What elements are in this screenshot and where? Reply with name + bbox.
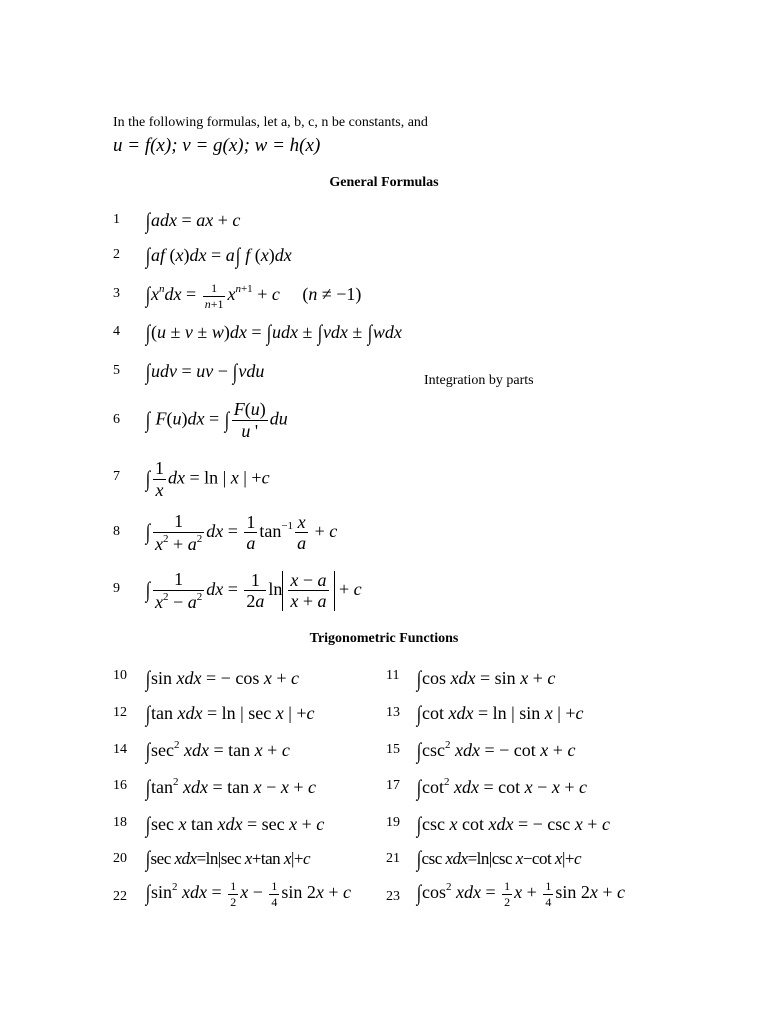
formula-19: ∫csc x cot xdx = − csc x + c <box>416 812 610 837</box>
formula-number: 11 <box>386 668 400 683</box>
general-formulas-heading: General Formulas <box>329 175 439 190</box>
formula-number: 18 <box>113 815 127 830</box>
formula-23: $\int\cos^2$ xdx = $\frac{1}{2}$ x + $\frac{1}{4}$ sin 2x + c <box>416 879 625 909</box>
formula-21: ∫csc xdx=ln|csc x−cot x|+c <box>416 846 582 871</box>
formula-number: 22 <box>113 889 127 904</box>
formula-number: 10 <box>113 668 127 683</box>
formula-number: 23 <box>386 889 400 904</box>
formula-number: 17 <box>386 778 400 793</box>
formula-11: ∫cos xdx = sin x + c <box>416 666 556 691</box>
formula-number: 1 <box>113 212 120 227</box>
formula-number: 14 <box>113 742 127 757</box>
formula-number: 19 <box>386 815 400 830</box>
formula-number: 9 <box>113 581 120 596</box>
formula-10: ∫sin xdx = − cos x + c <box>145 666 299 691</box>
formula-number: 5 <box>113 363 120 378</box>
formula-number: 6 <box>113 412 120 427</box>
formula-number: 8 <box>113 524 120 539</box>
formula-9: ∫ $\frac{1}{x^2 - a^2}$ dx = $\frac{1}{2a}$ ln $\frac{x - a}{x + a}$ + c <box>145 569 362 612</box>
formula-6: ∫ F(u)dx = ∫ $\frac{F(u)}{u '}$ du <box>145 399 288 441</box>
formula-3: $\int x^ndx$ = $\frac{1}{n+1}$ $x^{n+1} + c$ (n ≠ −1) <box>145 281 362 311</box>
formula-number: 7 <box>113 469 120 484</box>
formula-13: ∫cot xdx = ln | sin x | +c <box>416 701 584 726</box>
formula-number: 3 <box>113 286 120 301</box>
formula-1: ∫adx = ax + c <box>145 208 241 233</box>
formula-14: $\int\sec^2$ xdx = tan x + c <box>145 738 290 763</box>
formula-15: $\int\csc^2$ xdx = − cot x + c <box>416 738 576 763</box>
formula-number: 20 <box>113 851 127 866</box>
formula-12: ∫tan xdx = ln | sec x | +c <box>145 701 315 726</box>
formula-number: 12 <box>113 705 127 720</box>
intro-text: In the following formulas, let a, b, c, n be constants, and <box>113 115 428 130</box>
formula-22: $\int\sin^2$ xdx = $\frac{1}{2}$ x − $\frac{1}{4}$ sin 2x + c <box>145 879 352 909</box>
formula-number: 2 <box>113 247 120 262</box>
formula-16: $\int\tan^2$ xdx = tan x − x + c <box>145 775 316 800</box>
formula-2: ∫af (x)dx = a∫ f (x)dx <box>145 243 292 268</box>
formula-7: ∫ $\frac{1}{x}$ dx = ln | x | +c <box>145 458 270 500</box>
formula-4: ∫(u ± v ± w)dx = ∫udx ± ∫vdx ± ∫wdx <box>145 320 402 345</box>
formula-number: 21 <box>386 851 400 866</box>
formula-number: 16 <box>113 778 127 793</box>
intro-variables: u = f(x); v = g(x); w = h(x) <box>113 135 321 156</box>
formula-18: ∫sec x tan xdx = sec x + c <box>145 812 325 837</box>
formula-20: ∫sec xdx=ln|sec x+tan x|+c <box>145 846 311 871</box>
formula-number: 15 <box>386 742 400 757</box>
trigonometric-functions-heading: Trigonometric Functions <box>309 631 459 646</box>
formula-17: $\int\cot^2$ xdx = cot x − x + c <box>416 775 587 800</box>
integration-by-parts-note: Integration by parts <box>424 373 534 388</box>
formula-number: 13 <box>386 705 400 720</box>
formula-5: ∫udv = uv − ∫vdu <box>145 359 265 384</box>
formula-number: 4 <box>113 324 120 339</box>
formula-8: ∫ $\frac{1}{x^2 + a^2}$ dx = $\frac{1}{a}$ $\tan^{-1}$ $\frac{x}{a}$ + c <box>145 511 338 554</box>
